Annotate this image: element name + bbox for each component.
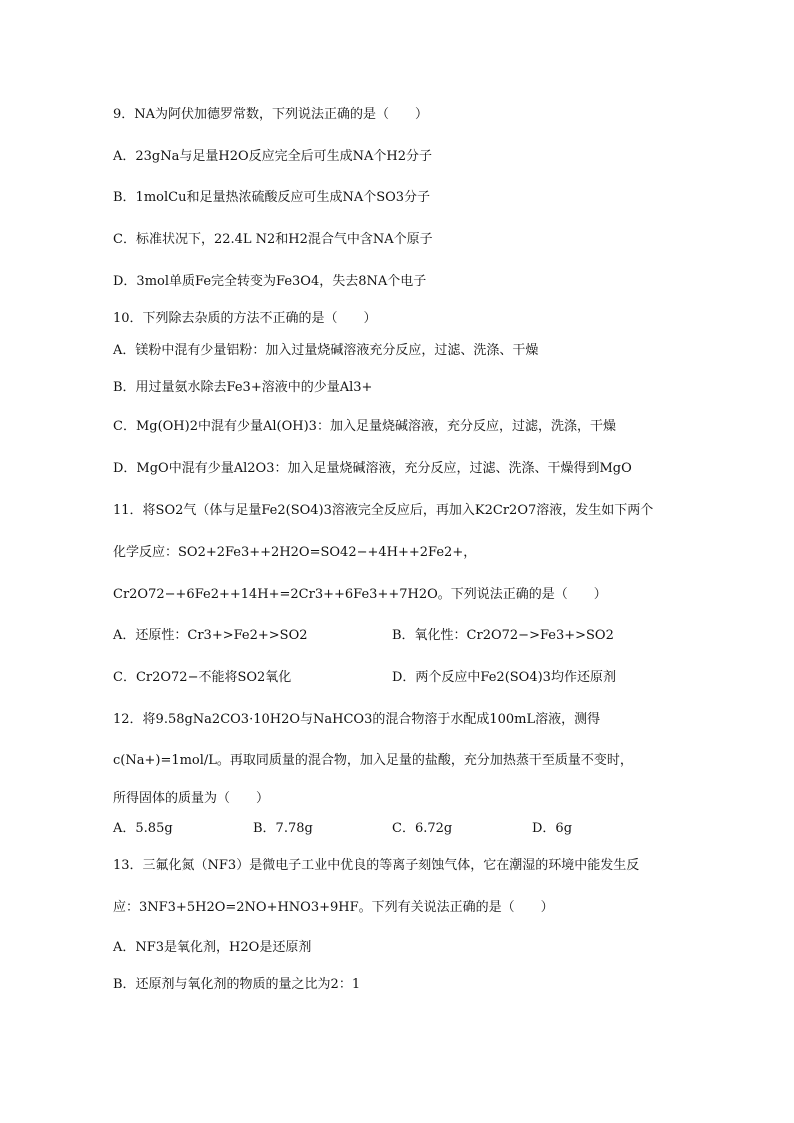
q11-option-d: D．两个反应中Fe2(SO4)3均作还原剂: [392, 670, 616, 685]
q11-stem-line2: 化学反应：SO2+2Fe3++2H2O=SO42−+4H++2Fe2+，: [113, 545, 477, 560]
q12-stem-line2: c(Na+)=1mol/L。再取同质量的混合物，加入足量的盐酸，充分加热蒸干至质量不变时，: [113, 753, 633, 768]
q11-stem-line3: Cr2O72−+6Fe2++14H+=2Cr3++6Fe3++7H2O。下列说法正确的是（ ）: [113, 587, 607, 602]
q9-option-b: B．1molCu和足量热浓硫酸反应可生成NA个SO3分子: [113, 190, 431, 205]
q12-option-b: B．7.78g: [253, 821, 313, 836]
q9-stem: 9．NA为阿伏加德罗常数，下列说法正确的是（ ）: [113, 107, 429, 122]
q11-option-a: A．还原性：Cr3+>Fe2+>SO2: [113, 628, 308, 643]
q9-option-c: C．标准状况下，22.4L N2和H2混合气中含NA个原子: [113, 232, 433, 247]
q13-option-b: B．还原剂与氧化剂的物质的量之比为2：1: [113, 977, 361, 992]
q10-option-c: C．Mg(OH)2中混有少量Al(OH)3：加入足量烧碱溶液，充分反应，过滤，洗涤，干燥: [113, 419, 616, 434]
q12-option-c: C．6.72g: [392, 821, 453, 836]
q11-option-c: C．Cr2O72−不能将SO2氧化: [113, 670, 292, 685]
q11-option-b: B．氧化性：Cr2O72−>Fe3+>SO2: [392, 628, 614, 643]
q10-option-a: A．镁粉中混有少量铝粉：加入过量烧碱溶液充分反应，过滤、洗涤、干燥: [113, 343, 539, 358]
q12-option-a: A．5.85g: [113, 821, 173, 836]
q10-stem: 10．下列除去杂质的方法不正确的是（ ）: [113, 311, 377, 326]
q12-stem-line3: 所得固体的质量为（ ）: [113, 791, 270, 806]
q10-option-d: D．MgO中混有少量Al2O3：加入足量烧碱溶液，充分反应，过滤、洗涤、干燥得到MgO: [113, 461, 632, 476]
q10-option-b: B．用过量氨水除去Fe3+溶液中的少量Al3+: [113, 380, 373, 395]
q12-stem-line1: 12．将9.58gNa2CO3·10H2O与NaHCO3的混合物溶于水配成100mL溶液，测得: [113, 712, 601, 727]
q9-option-d: D．3mol单质Fe完全转变为Fe3O4，失去8NA个电子: [113, 274, 427, 289]
q13-stem-line1: 13．三氟化氮（NF3）是微电子工业中优良的等离子刻蚀气体，它在潮湿的环境中能发生反: [113, 858, 640, 873]
q11-stem-line1: 11．将SO2气（体与足量Fe2(SO4)3溶液完全反应后，再加入K2Cr2O7溶液，发生如下两个: [113, 503, 654, 518]
q13-option-a: A．NF3是氧化剂，H2O是还原剂: [113, 940, 312, 955]
q13-stem-line2: 应：3NF3+5H2O=2NO+HNO3+9HF。下列有关说法正确的是（ ）: [113, 900, 554, 915]
q9-option-a: A．23gNa与足量H2O反应完全后可生成NA个H2分子: [113, 149, 433, 164]
q12-option-d: D．6g: [532, 821, 573, 836]
